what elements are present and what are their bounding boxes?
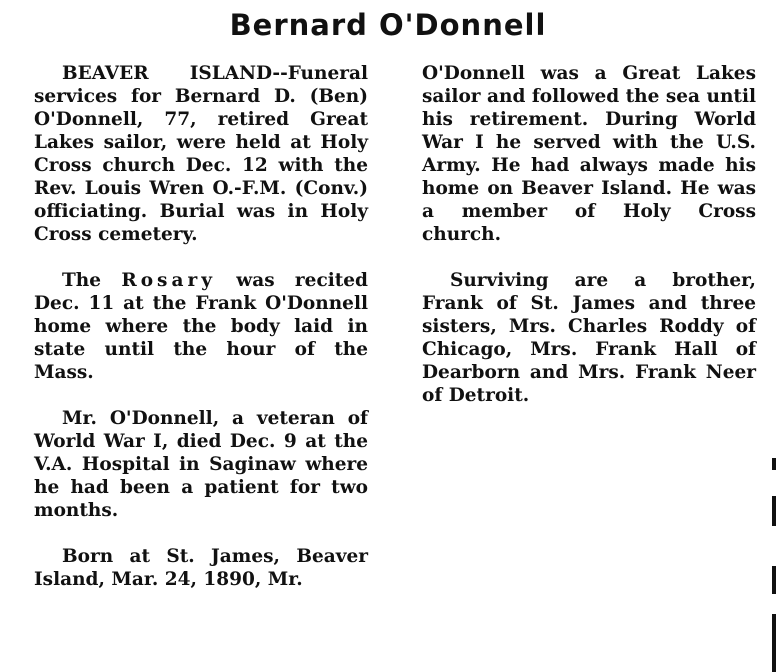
death-paragraph: Mr. O'Donnell, a veteran of World War I, died Dec. 9 at the V.A. Hospital in Saginaw where he had been a patient for two months. (34, 408, 368, 521)
rosary-rest-text: was recited Dec. 11 at the Frank O'Donnell home where the body laid in state until the hour of the Mass. (34, 270, 368, 383)
survivors-paragraph: Surviving are a brother, Frank of St. James and three sisters, Mrs. Charles Roddy of Chicago, Mrs. Frank Hall of Dearborn and Mrs. Frank Neer of Detroit. (422, 270, 756, 406)
rosary-spaced-word: Rosary (121, 270, 216, 291)
funeral-services-paragraph: BEAVER ISLAND--Funeral services for Bernard D. (Ben) O'Donnell, 77, retired Great Lakes sailor, were held at Holy Cross church Dec. 12 with the Rev. Louis Wren O.-F.M. (Conv.) officiating. Burial was in Holy Cross cemetery. (34, 63, 368, 245)
left-column (34, 62, 368, 614)
rosary-paragraph (34, 269, 368, 384)
right-column (422, 62, 756, 430)
scan-edge-mark (772, 496, 776, 526)
birth-paragraph: Born at St. James, Beaver Island, Mar. 24, 1890, Mr. (34, 546, 368, 590)
scan-edge-mark (772, 458, 776, 470)
scan-edge-mark (772, 614, 776, 672)
career-paragraph: O'Donnell was a Great Lakes sailor and followed the sea until his retirement. During World War I he served with the U.S. Army. He had always made his home on Beaver Island. He was a member of Holy Cross church. (422, 63, 756, 245)
rosary-lead-text: The (62, 270, 101, 291)
scan-edge-mark (772, 566, 776, 594)
obituary-headline: Bernard O'Donnell (229, 8, 547, 42)
